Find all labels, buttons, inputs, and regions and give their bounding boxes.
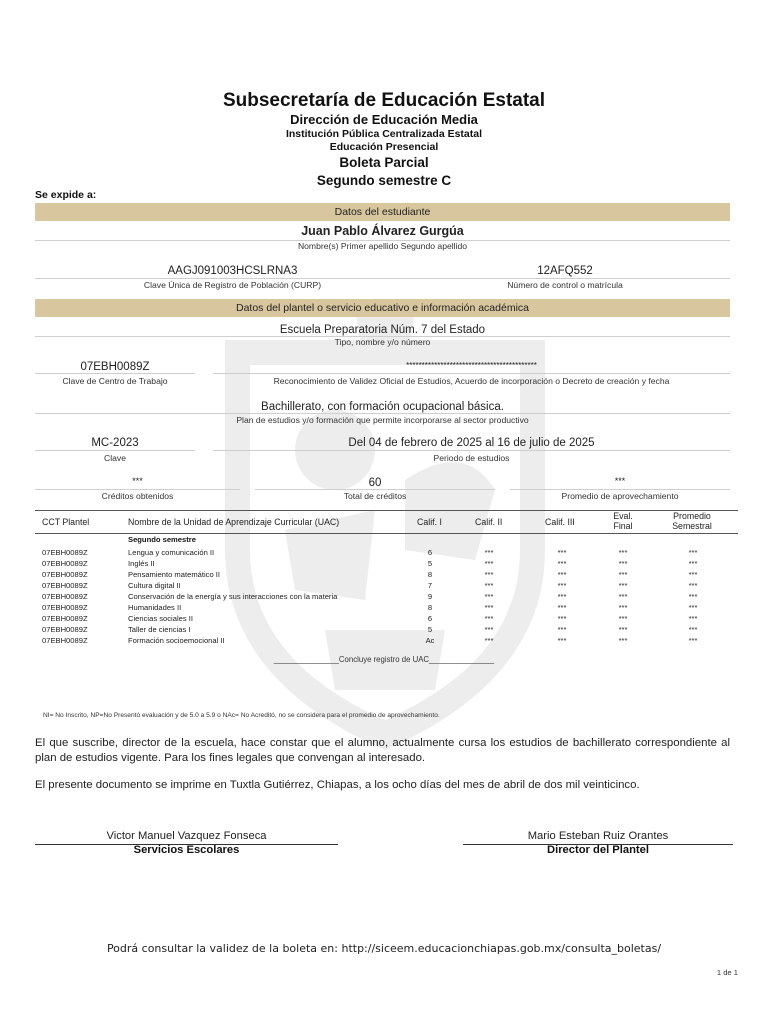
control-number-value: 12AFQ552 <box>537 265 593 277</box>
school-section-header: Datos del plantel o servicio educativo e información académica <box>35 299 730 317</box>
statement-paragraph: El que suscribe, director de la escuela, hace constar que el alumno, actualmente cursa los estudios de bachillerato correspondiente al plan de estudios vigente. Para los fines legales que convengan al interesado. <box>35 737 730 764</box>
average-value: *** <box>614 476 626 486</box>
cell-cct: 07EBH0089Z <box>42 602 88 612</box>
cell-cct: 07EBH0089Z <box>42 591 88 601</box>
cell-eval-final: *** <box>618 591 628 601</box>
plan-key-label: Clave <box>104 453 126 463</box>
cell-average: *** <box>688 591 698 601</box>
grading-footnote: NI= No Inscrito, NP=No Presentó evaluación y de 5.0 a 5.9 o NAc= No Acreditó, no se considera para el promedio de aprovechamiento. <box>43 712 440 719</box>
cell-average: *** <box>688 635 698 645</box>
credits-obtained-value: *** <box>132 476 143 486</box>
cell-uac: Inglés II <box>128 558 155 568</box>
student-name: Juan Pablo Álvarez Gurgúa <box>301 224 464 238</box>
table-row <box>0 581 768 592</box>
cell-uac: Formación socioemocional II <box>128 635 225 645</box>
study-period-label: Periodo de estudios <box>433 453 510 463</box>
cell-calif-2: *** <box>484 624 494 634</box>
cell-calif-3: *** <box>557 624 567 634</box>
cell-calif-2: *** <box>484 635 494 645</box>
cell-uac: Conservación de la energía y sus interacciones con la materia <box>128 591 338 601</box>
validation-url-note: Podrá consultar la validez de la boleta en: http://siceem.educacionchiapas.gob.mx/consulta_boletas/ <box>106 942 662 955</box>
cell-average: *** <box>688 558 698 568</box>
cell-calif-1: 8 <box>427 602 433 612</box>
cell-average: *** <box>688 613 698 623</box>
divider <box>35 489 240 490</box>
cell-uac: Cultura digital II <box>128 580 181 590</box>
table-row <box>0 570 768 581</box>
cell-uac: Humanidades II <box>128 602 182 612</box>
table-row <box>0 625 768 636</box>
divider <box>35 278 400 279</box>
school-name: Escuela Preparatoria Núm. 7 del Estado <box>279 324 486 336</box>
table-row <box>0 592 768 603</box>
table-row <box>0 548 768 559</box>
cell-calif-2: *** <box>484 580 494 590</box>
rvoe-label: Reconocimiento de Validez Oficial de Estudios, Acuerdo de incorporación o Decreto de creación y fecha <box>273 376 670 386</box>
curp-value: AAGJ091003HCSLRNA3 <box>167 265 298 277</box>
cell-eval-final: *** <box>618 548 628 557</box>
cell-calif-1: 9 <box>427 591 433 601</box>
divider <box>35 373 195 374</box>
cell-calif-1: Ac <box>425 635 435 645</box>
col-header-eval-line2: Final <box>613 521 633 531</box>
right-signatory-name: Mario Esteban Ruiz Orantes <box>527 830 669 842</box>
divider <box>35 450 195 451</box>
cell-calif-2: *** <box>484 548 494 557</box>
cell-cct: 07EBH0089Z <box>42 569 88 579</box>
cell-calif-1: 6 <box>427 548 433 557</box>
cell-eval-final: *** <box>618 635 628 645</box>
cell-calif-2: *** <box>484 591 494 601</box>
cell-calif-3: *** <box>557 569 567 579</box>
cell-eval-final: *** <box>618 624 628 634</box>
cell-uac: Lengua y comunicación II <box>128 548 215 557</box>
modality-line: Educación Presencial <box>329 141 439 153</box>
control-number-label: Número de control o matrícula <box>507 280 623 290</box>
divider <box>213 373 730 374</box>
cell-calif-3: *** <box>557 613 567 623</box>
col-header-uac: Nombre de la Unidad de Aprendizaje Curricular (UAC) <box>128 517 340 527</box>
semester-heading: Segundo semestre C <box>316 173 452 188</box>
table-header-rule <box>35 533 738 534</box>
cell-calif-2: *** <box>484 558 494 568</box>
cell-uac: Pensamiento matemático II <box>128 569 221 579</box>
table-row <box>0 636 768 647</box>
study-period-value: Del 04 de febrero de 2025 al 16 de julio de 2025 <box>348 437 595 449</box>
col-header-calif-2: Calif. II <box>475 517 503 527</box>
study-plan-label: Plan de estudios y/o formación que permite incorporarse al sector productivo <box>236 415 529 425</box>
col-header-calif-1: Calif. I <box>417 517 442 527</box>
document-type: Boleta Parcial <box>339 155 429 170</box>
cell-calif-1: 8 <box>427 569 433 579</box>
total-credits-value: 60 <box>368 477 382 489</box>
col-header-eval-line1: Eval. <box>613 511 633 521</box>
left-signatory-name: Victor Manuel Vazquez Fonseca <box>106 830 267 842</box>
cell-calif-1: 5 <box>427 624 433 634</box>
col-header-average-line1: Promedio <box>673 511 711 521</box>
cell-calif-3: *** <box>557 602 567 612</box>
plan-key-value: MC-2023 <box>91 437 139 449</box>
divider <box>213 450 730 451</box>
cell-average: *** <box>688 548 698 557</box>
student-name-label: Nombre(s) Primer apellido Segundo apellido <box>297 241 468 251</box>
cell-eval-final: *** <box>618 558 628 568</box>
cell-average: *** <box>688 580 698 590</box>
cct-label: Clave de Centro de Trabajo <box>62 376 168 386</box>
right-signatory-title: Director del Plantel <box>547 844 649 856</box>
left-signatory-title: Servicios Escolares <box>133 844 240 856</box>
cell-calif-1: 5 <box>427 558 433 568</box>
table-row <box>0 614 768 625</box>
credits-obtained-label: Créditos obtenidos <box>101 491 174 501</box>
table-row <box>0 603 768 614</box>
cell-cct: 07EBH0089Z <box>42 548 88 557</box>
cell-cct: 07EBH0089Z <box>42 613 88 623</box>
cell-calif-1: 6 <box>427 613 433 623</box>
cell-cct: 07EBH0089Z <box>42 558 88 568</box>
table-row <box>0 559 768 570</box>
rvoe-value: ****************************************** <box>406 361 537 370</box>
cell-calif-3: *** <box>557 635 567 645</box>
col-header-eval-final <box>602 511 644 531</box>
divider <box>35 413 730 414</box>
cell-calif-3: *** <box>557 558 567 568</box>
total-credits-label: Total de créditos <box>343 491 407 501</box>
study-plan: Bachillerato, con formación ocupacional básica. <box>261 401 504 413</box>
student-section-header: Datos del estudiante <box>35 203 730 221</box>
school-name-label: Tipo, nombre y/o número <box>334 337 431 347</box>
cell-calif-3: *** <box>557 548 567 557</box>
cell-calif-2: *** <box>484 569 494 579</box>
cell-eval-final: *** <box>618 580 628 590</box>
average-label: Promedio de aprovechamiento <box>561 491 679 501</box>
cell-calif-3: *** <box>557 591 567 601</box>
cell-average: *** <box>688 569 698 579</box>
curp-label: Clave Única de Registro de Población (CURP) <box>143 280 322 290</box>
cell-calif-3: *** <box>557 580 567 590</box>
divider <box>400 278 730 279</box>
cell-uac: Ciencias sociales II <box>128 613 193 623</box>
col-header-cct: CCT Plantel <box>42 517 90 527</box>
col-header-average-line2: Semestral <box>672 521 712 531</box>
cell-eval-final: *** <box>618 613 628 623</box>
institution-line: Institución Pública Centralizada Estatal <box>285 128 483 140</box>
cct-value: 07EBH0089Z <box>80 361 150 373</box>
col-header-average <box>664 511 720 531</box>
divider <box>255 489 495 490</box>
semester-group-label: Segundo semestre <box>128 535 196 544</box>
cell-average: *** <box>688 624 698 634</box>
cell-average: *** <box>688 602 698 612</box>
cell-uac: Taller de ciencias I <box>128 624 191 634</box>
document-title: Subsecretaría de Educación Estatal <box>222 90 546 111</box>
col-header-calif-3: Calif. III <box>545 517 575 527</box>
cell-calif-2: *** <box>484 613 494 623</box>
cell-eval-final: *** <box>618 602 628 612</box>
cell-calif-1: 7 <box>427 580 433 590</box>
cell-calif-2: *** <box>484 602 494 612</box>
page-number: 1 de 1 <box>716 968 738 977</box>
end-of-records: _______________Concluye registro de UAC_______________ <box>273 655 495 664</box>
printed-location-paragraph: El presente documento se imprime en Tuxtla Gutiérrez, Chiapas, a los ocho días del mes de abril de dos mil veinticinco. <box>35 779 640 791</box>
cell-cct: 07EBH0089Z <box>42 635 88 645</box>
divider <box>510 489 730 490</box>
document-subtitle: Dirección de Educación Media <box>290 112 478 127</box>
issued-to-label: Se expide a: <box>35 189 97 201</box>
cell-eval-final: *** <box>618 569 628 579</box>
cell-cct: 07EBH0089Z <box>42 624 88 634</box>
cell-cct: 07EBH0089Z <box>42 580 88 590</box>
